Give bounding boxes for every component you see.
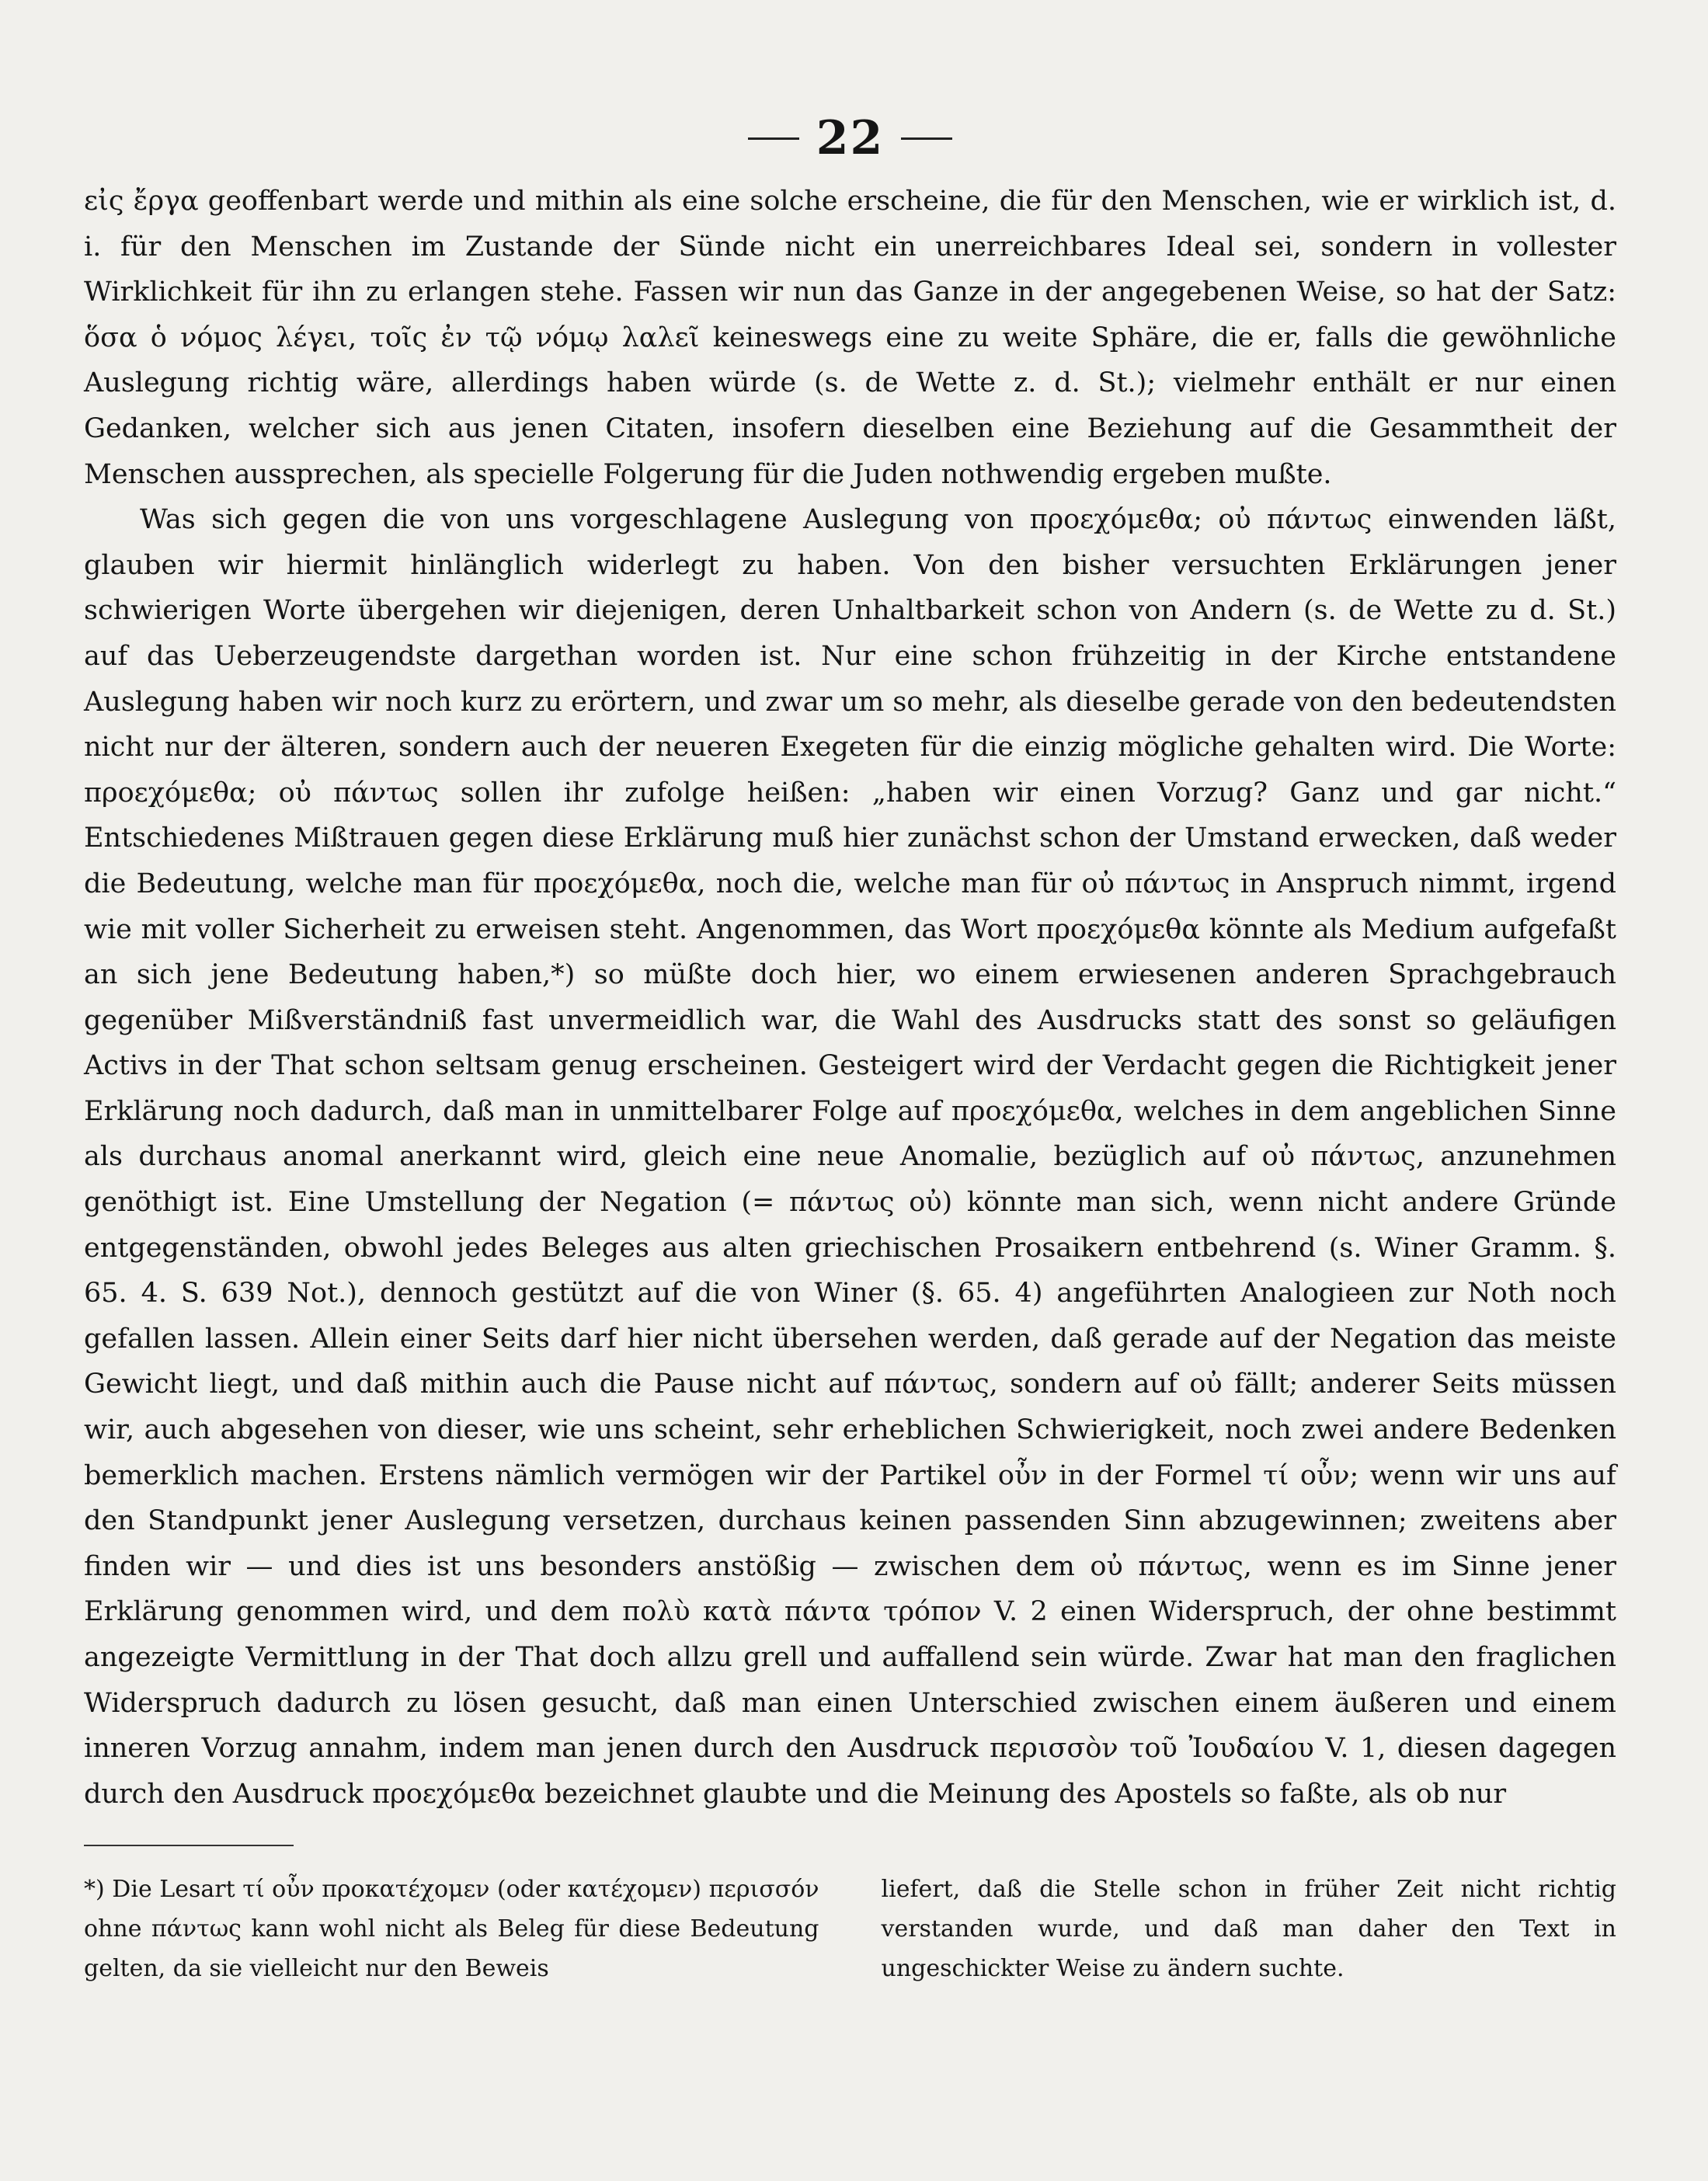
- page-header: [84, 107, 1616, 169]
- footnotes: [84, 1870, 1616, 1988]
- header-dash-right: [901, 137, 952, 140]
- header-dash-left: [748, 137, 799, 140]
- footnote-column-left: *) Die Lesart τί οὖν προκατέχομεν (oder κατέχομεν) περισσόν ohne πάντως kann wohl nicht als Beleg für diese Bedeutung gelten, da sie vielleicht nur den Beweis: [84, 1876, 819, 1983]
- page-number: 22: [816, 111, 885, 165]
- paragraph-1: εἰς ἔργα geoffenbart werde und mithin als eine solche erscheine, die für den Menschen, wie er wirklich ist, d. i. für den Menschen im Zustande der Sünde nicht ein unerreichbares Ideal sei, sondern in vollester Wirklichkeit für ihn zu erlangen stehe. Fassen wir nun das Ganze in der angegebenen Weise, so hat der Satz: ὅσα ὁ νόμος λέγει, τοῖς ἐν τῷ νόμῳ λαλεῖ keineswegs eine zu weite Sphäre, die er, falls die gewöhnliche Auslegung richtig wäre, allerdings haben würde (s. de Wette z. d. St.); vielmehr enthält er nur einen Gedanken, welcher sich aus jenen Citaten, insofern dieselben eine Beziehung auf die Gesammtheit der Menschen aussprechen, als specielle Folgerung für die Juden nothwendig ergeben mußte.: [84, 186, 1616, 490]
- paragraph-2: Was sich gegen die von uns vorgeschlagene Auslegung von προεχόμεθα; οὐ πάντως einwenden läßt, glauben wir hiermit hinlänglich widerlegt zu haben. Von den bisher versuchten Erklärungen jener schwierigen Worte übergehen wir diejenigen, deren Unhaltbarkeit schon von Andern (s. de Wette zu d. St.) auf das Ueberzeugendste dargethan worden ist. Nur eine schon frühzeitig in der Kirche entstandene Auslegung haben wir noch kurz zu erörtern, und zwar um so mehr, als dieselbe gerade von den bedeutendsten nicht nur der älteren, sondern auch der neueren Exegeten für die einzig mögliche gehalten wird. Die Worte: προεχόμεθα; οὐ πάντως sollen ihr zufolge heißen: „haben wir einen Vorzug? Ganz und gar nicht.“ Entschiedenes Mißtrauen gegen diese Erklärung muß hier zunächst schon der Umstand erwecken, daß weder die Bedeutung, welche man für προεχόμεθα, noch die, welche man für οὐ πάντως in Anspruch nimmt, irgend wie mit voller Sicherheit zu erweisen steht. Angenommen, das Wort προεχόμεθα könnte als Medium aufgefaßt an sich jene Bedeutung haben,*) so müßte doch hier, wo einem erwiesenen anderen Sprachgebrauch gegenüber Mißverständniß fast unvermeidlich war, die Wahl des Ausdrucks statt des sonst so geläufigen Activs in der That schon seltsam genug erscheinen. Gesteigert wird der Verdacht gegen die Richtigkeit jener Erklärung noch dadurch, daß man in unmittelbarer Folge auf προεχόμεθα, welches in dem angeblichen Sinne als durchaus anomal anerkannt wird, gleich eine neue Anomalie, bezüglich auf οὐ πάντως, anzunehmen genöthigt ist. Eine Umstellung der Negation (= πάντως οὐ) könnte man sich, wenn nicht andere Gründe entgegenständen, obwohl jedes Beleges aus alten griechischen Prosaikern entbehrend (s. Winer Gramm. §. 65. 4. S. 639 Not.), dennoch gestützt auf die von Winer (§. 65. 4) angeführten Analogieen zur Noth noch gefallen lassen. Allein einer Seits darf hier nicht übersehen werden, daß gerade auf der Negation das meiste Gewicht liegt, und daß mithin auch die Pause nicht auf πάντως, sondern auf οὐ fällt; anderer Seits müssen wir, auch abgesehen von dieser, wie uns scheint, sehr erheblichen Schwierigkeit, noch zwei andere Bedenken bemerklich machen. Erstens nämlich vermögen wir der Partikel οὖν in der Formel τί οὖν; wenn wir uns auf den Standpunkt jener Auslegung versetzen, durchaus keinen passenden Sinn abzugewinnen; zweitens aber finden wir — und dies ist uns besonders anstößig — zwischen dem οὐ πάντως, wenn es im Sinne jener Erklärung genommen wird, und dem πολὺ κατὰ πάντα τρόπον V. 2 einen Widerspruch, der ohne bestimmt angezeigte Vermittlung in der That doch allzu grell und auffallend sein würde. Zwar hat man den fraglichen Widerspruch dadurch zu lösen gesucht, daß man einen Unterschied zwischen einem äußeren und einem inneren Vorzug annahm, indem man jenen durch den Ausdruck περισσὸν τοῦ Ἰουδαίου V. 1, diesen dagegen durch den Ausdruck προεχόμεθα bezeichnet glaubte und die Meinung des Apostels so faßte, als ob nur: [84, 504, 1616, 1810]
- body-text: [84, 179, 1616, 1817]
- footnote-column-right: liefert, daß die Stelle schon in früher Zeit nicht richtig verstanden wurde, und daß man daher den Text in ungeschickter Weise zu ändern suchte.: [881, 1876, 1616, 1983]
- footnote-rule: [84, 1845, 294, 1846]
